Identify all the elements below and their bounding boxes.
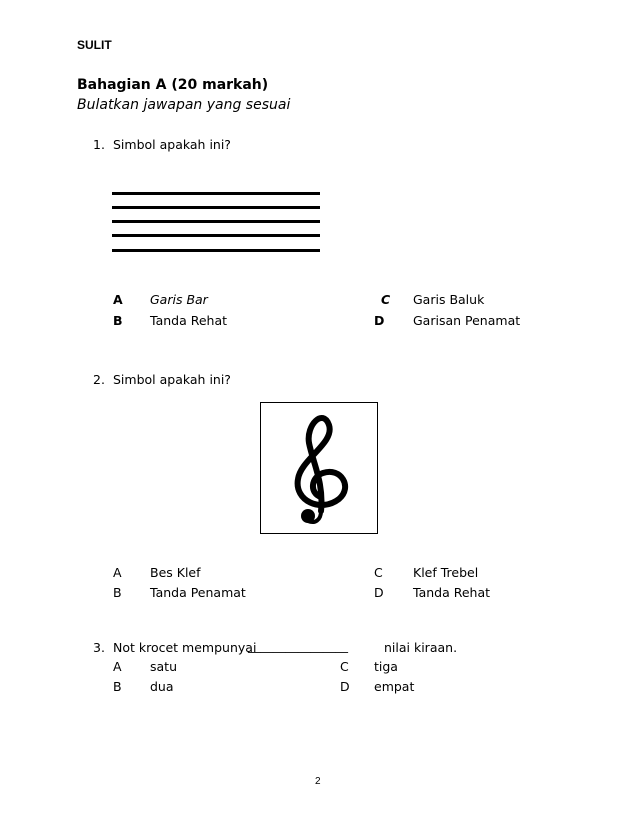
option-letter: D [340, 679, 350, 694]
option-text: Garisan Penamat [413, 313, 521, 328]
option-letter: B [113, 313, 123, 328]
option-text: Garis Bar [150, 292, 208, 307]
option-letter: D [374, 585, 384, 600]
option-text: Klef Trebel [413, 565, 479, 580]
section-title: Bahagian A (20 markah) [77, 77, 269, 93]
confidential-mark: SULIT [77, 38, 112, 52]
question-3-text-end: nilai kiraan. [384, 640, 458, 655]
option-text: Garis Baluk [413, 292, 485, 307]
option-text: Tanda Rehat [150, 313, 228, 328]
question-2-text: Simbol apakah ini? [113, 372, 231, 387]
question-1-number: 1. [93, 137, 105, 152]
question-2-number: 2. [93, 372, 105, 387]
question-1-text: Simbol apakah ini? [113, 137, 231, 152]
staff-line [112, 249, 320, 252]
page-number: 2 [315, 776, 321, 787]
option-text: Tanda Rehat [413, 585, 491, 600]
treble-clef-image [260, 402, 378, 534]
option-letter: B [113, 679, 122, 694]
option-text: tiga [374, 659, 398, 674]
option-letter: A [113, 659, 122, 674]
option-letter: D [374, 313, 385, 328]
option-text: empat [374, 679, 415, 694]
option-letter: B [113, 585, 122, 600]
option-text: Tanda Penamat [150, 585, 246, 600]
staff-line [112, 234, 320, 237]
staff-line [112, 192, 320, 195]
staff-line [112, 206, 320, 209]
option-text: Bes Klef [150, 565, 201, 580]
question-3-text: Not krocet mempunyai [113, 640, 257, 655]
staff-line [112, 220, 320, 223]
option-text: dua [150, 679, 174, 694]
option-letter: C [340, 659, 349, 674]
option-text: satu [150, 659, 177, 674]
answer-blank: ________________ [248, 638, 348, 653]
treble-clef-icon [261, 403, 376, 532]
option-letter: A [113, 292, 123, 307]
option-letter: C [374, 565, 383, 580]
option-letter: A [113, 565, 122, 580]
section-instruction: Bulatkan jawapan yang sesuai [77, 97, 291, 113]
question-3-number: 3. [93, 640, 105, 655]
option-letter: C [381, 292, 391, 307]
